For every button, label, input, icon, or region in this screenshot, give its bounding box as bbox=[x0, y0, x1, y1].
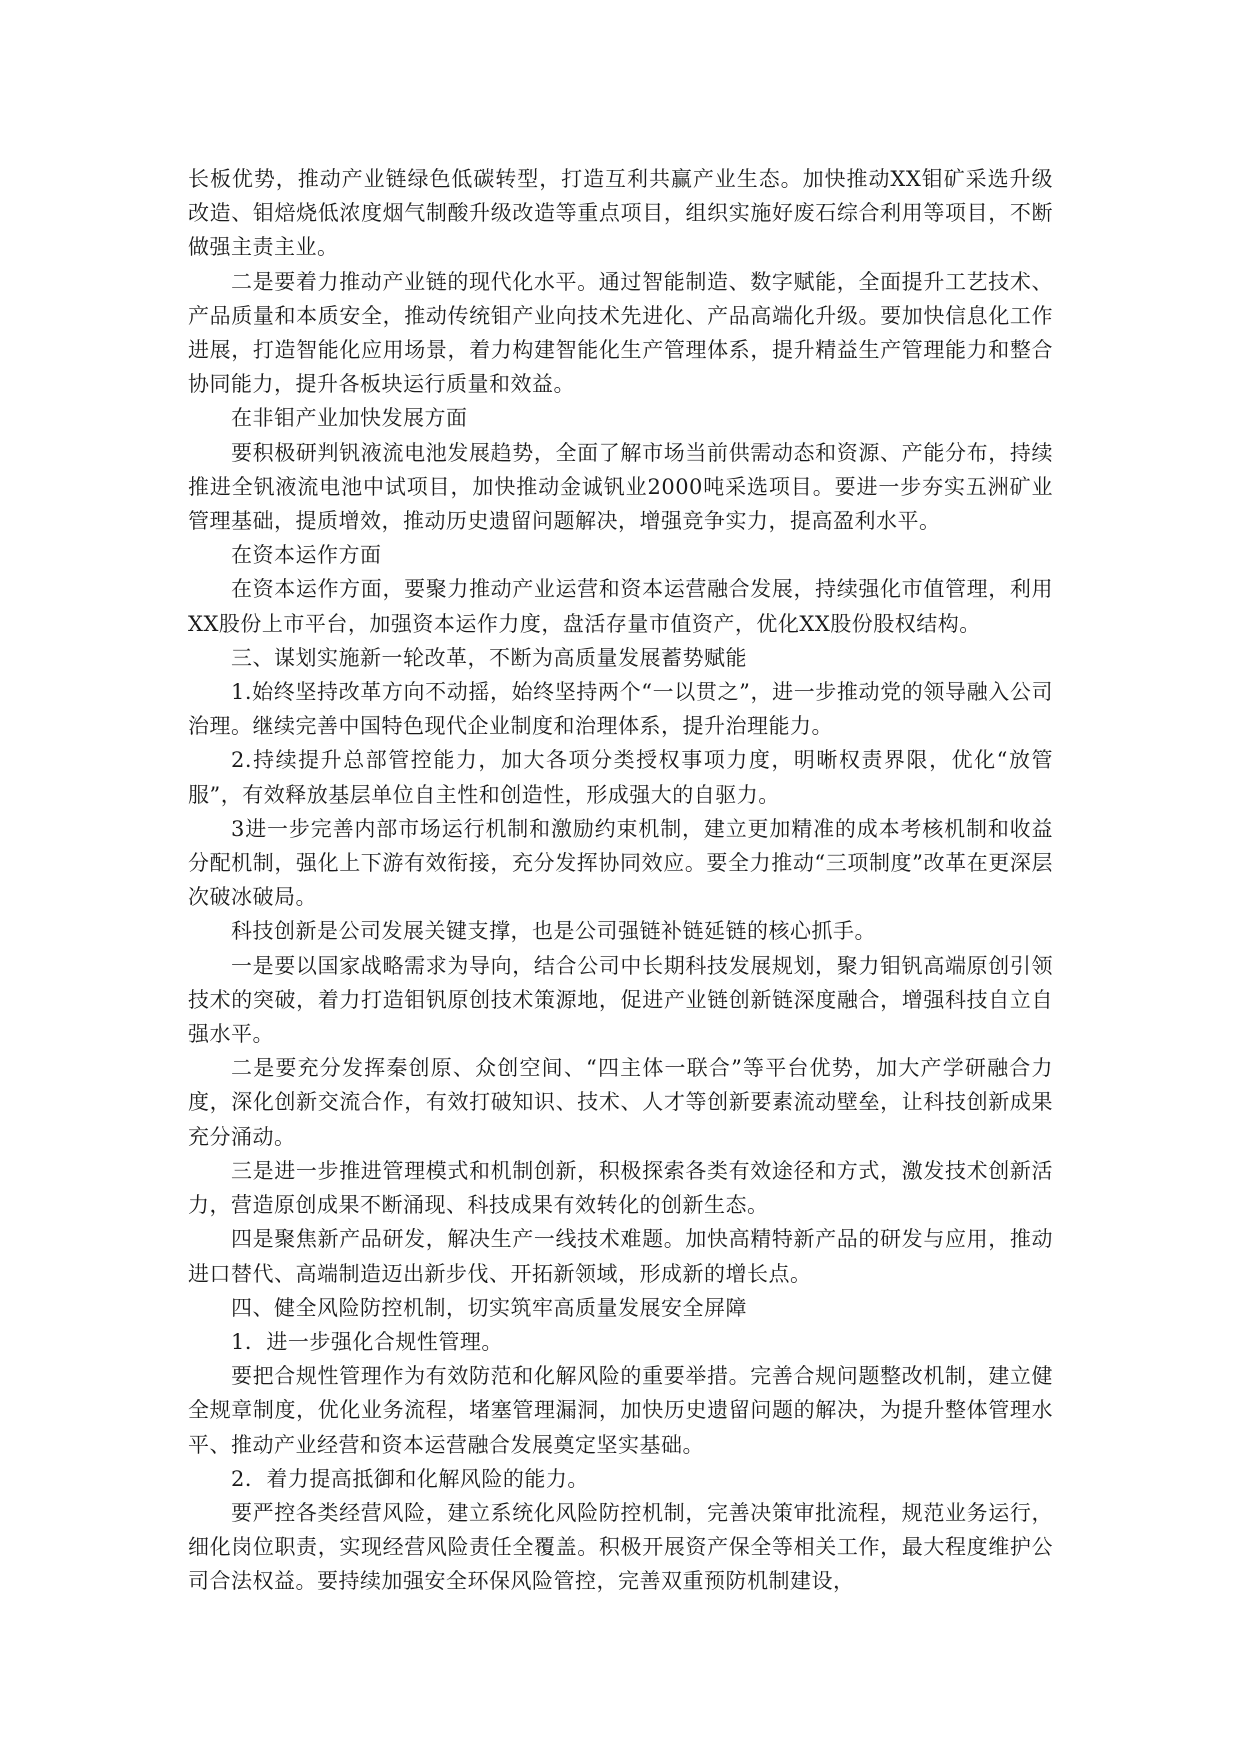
document-body bbox=[188, 162, 1053, 1599]
paragraph-8: 2.持续提升总部管控能力，加大各项分类授权事项力度，明晰权责界限，优化“放管服”，有效释放基层单位自主性和创造性，形成强大的自驱力。 bbox=[188, 748, 1053, 807]
paragraph-10: 科技创新是公司发展关键支撑，也是公司强链补链延链的核心抓手。 bbox=[231, 919, 876, 944]
subheading-compliance: 1．进一步强化合规性管理。 bbox=[231, 1329, 503, 1354]
paragraph-7: 1.始终坚持改革方向不动摇，始终坚持两个“一以贯之”，进一步推动党的领导融入公司治理。继续完善中国特色现代企业制度和治理体系，提升治理能力。 bbox=[188, 680, 1053, 739]
paragraph-1: 二是要着力推动产业链的现代化水平。通过智能制造、数字赋能，全面提升工艺技术、产品质量和本质安全，推动传统钼产业向技术先进化、产品高端化升级。要加快信息化工作进展，打造智能化应用场景，着力构建智能化生产管理体系，提升精益生产管理能力和整合协同能力，提升各板块运行质量和效益。 bbox=[188, 269, 1053, 397]
paragraph-12: 二是要充分发挥秦创原、众创空间、“四主体一联合”等平台优势，加大产学研融合力度，深化创新交流合作，有效打破知识、技术、人才等创新要素流动壁垒，让科技创新成果充分涌动。 bbox=[188, 1056, 1053, 1149]
section-heading-capital: 在资本运作方面 bbox=[231, 543, 382, 568]
paragraph-17: 要把合规性管理作为有效防范和化解风险的重要举措。完善合规问题整改机制，建立健全规章制度，优化业务流程，堵塞管理漏洞，加快历史遗留问题的解决，为提升整体管理水平、推动产业经营和资本运营融合发展奠定坚实基础。 bbox=[188, 1364, 1053, 1457]
subheading-risk-resistance: 2．着力提高抵御和化解风险的能力。 bbox=[231, 1466, 589, 1491]
paragraph-19: 要严控各类经营风险，建立系统化风险防控机制，完善决策审批流程，规范业务运行，细化岗位职责，实现经营风险责任全覆盖。积极开展资产保全等相关工作，最大程度维护公司合法权益。要持续加强安全环保风险管控，完善双重预防机制建设， bbox=[188, 1500, 1053, 1594]
paragraph-5: 在资本运作方面，要聚力推动产业运营和资本运营融合发展，持续强化市值管理，利用XX股份上市平台，加强资本运作力度，盘活存量市值资产，优化XX股份股权结构。 bbox=[188, 577, 1053, 636]
paragraph-13: 三是进一步推进管理模式和机制创新，积极探索各类有效途径和方式，激发技术创新活力，营造原创成果不断涌现、科技成果有效转化的创新生态。 bbox=[188, 1158, 1053, 1218]
section-heading-reform: 三、谋划实施新一轮改革，不断为高质量发展蓄势赋能 bbox=[231, 645, 747, 670]
paragraph-0: 长板优势，推动产业链绿色低碳转型，打造互利共赢产业生态。加快推动XX钼矿采选升级改造、钼焙烧低浓度烟气制酸升级改造等重点项目，组织实施好废石综合利用等项目，不断做强主责主业。 bbox=[188, 167, 1053, 260]
paragraph-14: 四是聚焦新产品研发，解决生产一线技术难题。加快高精特新产品的研发与应用，推动进口替代、高端制造迈出新步伐、开拓新领域，形成新的增长点。 bbox=[188, 1227, 1053, 1286]
paragraph-9: 3进一步完善内部市场运行机制和激励约束机制，建立更加精准的成本考核机制和收益分配机制，强化上下游有效衔接，充分发挥协同效应。要全力推动“三项制度”改革在更深层次破冰破局。 bbox=[188, 816, 1053, 910]
section-heading-risk: 四、健全风险防控机制，切实筑牢高质量发展安全屏障 bbox=[231, 1295, 747, 1320]
section-heading-non-molybdenum: 在非钼产业加快发展方面 bbox=[231, 406, 468, 431]
paragraph-3: 要积极研判钒液流电池发展趋势，全面了解市场当前供需动态和资源、产能分布，持续推进全钒液流电池中试项目，加快推动金诚钒业2000吨采选项目。要进一步夯实五洲矿业管理基础，提质增效，推动历史遗留问题解决，增强竞争实力，提高盈利水平。 bbox=[188, 440, 1053, 534]
paragraph-11: 一是要以国家战略需求为导向，结合公司中长期科技发展规划，聚力钼钒高端原创引领技术的突破，着力打造钼钒原创技术策源地，促进产业链创新链深度融合，增强科技自立自强水平。 bbox=[188, 953, 1053, 1047]
